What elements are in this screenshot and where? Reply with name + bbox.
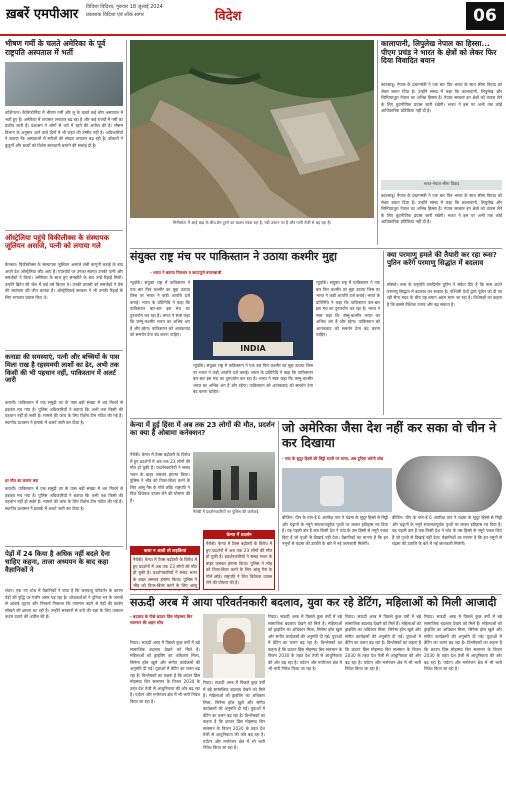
story2-headline: ऑस्ट्रेलिया पहुंचे विकीलीक्स के संस्थापक जूलियन असांजे, पत्नी को लगाया गले [5, 234, 110, 251]
story3-subhead: हर मौत का कारण क्या [5, 478, 39, 483]
story7-headline: केन्या में हुई हिंसा में अब तक 23 लोगों की मौत, प्रदर्शन का क्या है ओबामा कनेक्शन? [130, 421, 275, 438]
kenya-box-1-text: नैरोबी। केन्या में टैक्स बढ़ोतरी के विरोध में हुए प्रदर्शनों में अब तक 23 लोगों की मौत हो चुकी है। प्रदर्शनकारियों ने संसद भवन के बाहर जमकर हंगामा किया। पुलिस ने भीड़ को तितर-बितर करने के लिए आंसू [133, 557, 197, 588]
story5-body-more: काठमांडू। नेपाल के प्रधानमंत्री ने एक बार फिर भारत के साथ सीमा विवाद को लेकर बयान दिया है। उन्होंने संसद में कहा कि कालापानी, लिपुलेख और लिम्पियाधुरा नेपाल का अभिन्न हिस्सा हैं। नेपाल सरकार इन क्षेत्रों को वापस लेने के लिए कूटनीतिक प्रयास जारी रखेगी। भारत ने इस पर अभी तक कोई आधिकारिक प्रतिक्रिया नहीं दी है। [381, 193, 502, 224]
story3-body-more: कराची। पाकिस्तान में एक समुद्री तट के पास बड़ी संख्या में शव मिलने से हड़कंप मच गया है। पुलिस अधिकारियों ने बताया कि अभी तक किसी की पहचान नहीं हो सकी है। मामले की जांच के लिए विशेष टीम गठित की गई है। स्थानीय प्रशासन ने इलाके में अलर्ट जारी कर दिया है। [5, 486, 123, 511]
banner-body-col1: न्यूयॉर्क। संयुक्त राष्ट्र में पाकिस्तान ने एक बार फिर कश्मीर का मुद्दा उठाया जिस पर भारत ने कड़ी आपत्ति दर्ज कराई। भारत के प्रतिनिधि ने कहा कि पाकिस्तान बार-बार इस मंच का दुरुपयोग कर रहा है। भारत ने स्पष्ट कहा कि जम्मू-कश्मीर भारत का अभिन्न अंग है और रहेगा। पाकिस्तान को आतंकवाद को समर्थन देना बंद करना चाहिए। [130, 280, 190, 337]
story8-body-col2: बीजिंग। चीन के चांग-ई 6 अंतरिक्ष यान ने चंद्रमा के सुदूर हिस्से से मिट्टी और चट्टानों के नमूने सफलतापूर्वक पृथ्वी पर लाकर इतिहास रच दिया है। यह पहली बार है जब किसी देश ने चांद के उस हिस्से से नमूने एकत्र किए हैं जो पृथ्वी से दिखाई नहीं देता। वैज्ञानिकों का मानना है कि इन नमूनों से चंद्रमा की उत्पत्ति के बारे में नई जानकारी मिलेगी। [392, 515, 502, 546]
protester [249, 472, 257, 500]
column-rule [278, 421, 279, 591]
kenya-box-2-title: केन्या में प्रदर्शन [204, 531, 274, 539]
banner-body-col3: न्यूयॉर्क। संयुक्त राष्ट्र में पाकिस्तान ने एक बार फिर कश्मीर का मुद्दा उठाया जिस पर भारत ने कड़ी आपत्ति दर्ज कराई। भारत के प्रतिनिधि ने कहा कि पाकिस्तान बार-बार इस मंच का दुरुपयोग कर रहा है। भारत ने स्पष्ट कहा कि जम्मू-कश्मीर भारत का अभिन्न अंग है और रहेगा। पाकिस्तान को आतंकवाद को समर्थन देना बंद करना चाहिए। [316, 280, 380, 337]
kenya-protest-photo [193, 452, 275, 508]
story9-body-col2: रियाद। सऊदी अरब में पिछले कुछ वर्षों में बड़े सामाजिक बदलाव देखने को मिले हैं। महिलाओं को ड्राइविंग का अधिकार मिला, सिनेमा हॉल खुले और संगीत कार्यक्रमों की अनुमति दी गई। युवाओं में डेटिंग का चलन बढ़ रहा है। विश्लेषकों का कहना है कि क्राउन प्रिंस मोहम्मद बिन सलमान के विजन 2030 के तहत देश तेजी से आधुनिकता की ओर बढ़ रहा है। पर्यटन और मनोरंजन क्षेत्र में भी भारी निवेश किया जा रहा है। [203, 680, 265, 750]
kenya-box-1 [130, 546, 200, 590]
publisher-line: प्रकाशक विदिशा एवं लोक सागर [86, 12, 144, 18]
thobe [213, 654, 255, 678]
divider [5, 230, 123, 231]
newspaper-logo: ख़बरें एमपीआर [6, 7, 79, 22]
masthead [0, 0, 506, 36]
story8-headline: जो अमेरिका जैसा देश नहीं कर सका वो चीन ने कर दिखाया [282, 420, 497, 450]
dam-flood-image [130, 40, 374, 218]
speaker-head [238, 294, 264, 324]
story5-headline: कालापानी, लिपुलेख नेपाल का हिस्सा... पीएम प्रचंड ने भारत के क्षेत्रों को लेकर फिर दिया विवादित बयान [381, 39, 497, 66]
story9-body-col4: रियाद। सऊदी अरब में पिछले कुछ वर्षों में बड़े सामाजिक बदलाव देखने को मिले हैं। महिलाओं को ड्राइविंग का अधिकार मिला, सिनेमा हॉल खुले और संगीत कार्यक्रमों की अनुमति दी गई। युवाओं में डेटिंग का चलन बढ़ रहा है। विश्लेषकों का कहना है कि क्राउन प्रिंस मोहम्मद बिन सलमान के विजन 2030 के तहत देश तेजी से आधुनिकता की ओर बढ़ रहा है। पर्यटन और मनोरंजन क्षेत्र में भी भारी निवेश किया जा रहा है। [345, 614, 421, 671]
story9-body-col3: रियाद। सऊदी अरब में पिछले कुछ वर्षों में बड़े सामाजिक बदलाव देखने को मिले हैं। महिलाओं को ड्राइविंग का अधिकार मिला, सिनेमा हॉल खुले और संगीत कार्यक्रमों की अनुमति दी गई। युवाओं में डेटिंग का चलन बढ़ रहा है। विश्लेषकों का कहना है कि क्राउन प्रिंस मोहम्मद बिन सलमान के विजन 2030 के तहत देश तेजी से आधुनिकता की ओर बढ़ रहा है। पर्यटन और मनोरंजन क्षेत्र में भी भारी निवेश किया जा रहा है। [268, 614, 342, 671]
moon-sample-photo [282, 468, 392, 512]
protester [213, 470, 221, 500]
divider [130, 594, 502, 595]
story7-caption: नैरोबी में प्रदर्शनकारियों पर पुलिस की कार्रवाई [193, 509, 259, 514]
column-rule [126, 40, 127, 550]
kenya-box-2 [203, 530, 275, 590]
story8-body-col1: बीजिंग। चीन के चांग-ई 6 अंतरिक्ष यान ने चंद्रमा के सुदूर हिस्से से मिट्टी और चट्टानों के नमूने सफलतापूर्वक पृथ्वी पर लाकर इतिहास रच दिया है। यह पहली बार है जब किसी देश ने चांद के उस हिस्से से नमूने एकत्र किए हैं जो पृथ्वी से दिखाई नहीं देता। वैज्ञानिकों का मानना है कि इन नमूनों से चंद्रमा की उत्पत्ति के बारे में नई जानकारी मिलेगी। [282, 515, 388, 546]
story7-body: नैरोबी। केन्या में टैक्स बढ़ोतरी के विरोध में हुए प्रदर्शनों में अब तक 23 लोगों की मौत हो चुकी है। प्रदर्शनकारियों ने संसद भवन के बाहर जमकर हंगामा किया। पुलिस ने भीड़ को तितर-बितर करने के लिए आंसू गैस के गोले छोड़े। राष्ट्रपति ने वित्त विधेयक वापस लेने की घोषणा की है। [130, 452, 190, 503]
column-rule [383, 251, 384, 415]
banner-subhead: - भारत ने बताया निराधार व कपटपूर्ण बयानबाजी [150, 270, 222, 275]
column-rule [377, 40, 378, 245]
story1-photo [5, 62, 123, 106]
story1-body: वाशिंगटन। कैलिफोर्निया में भीषण गर्मी और लू के चलते कई लोग अस्पताल में भर्ती हुए हैं। अमेरिका में तापमान लगातार बढ़ रहा है और कई राज्यों में गर्मी का प्रकोप जारी है। प्रशासन ने लोगों से घरों में रहने की अपील की है। मौसम विभाग के अनुसार आने वाले दिनों में भी राहत की उम्मीद नहीं है। अधिकारियों ने बताया कि अस्पतालों में मरीजों की संख्या लगातार बढ़ रही है। डॉक्टरों ने बुजुर्गों और बच्चों को विशेष सावधानी बरतने की सलाह दी है। [5, 110, 123, 148]
banner-headline: संयुक्त राष्ट्र मंच पर पाकिस्तान ने उठाया कश्मीर मुद्दा [130, 250, 337, 263]
story4-headline: पेड़ों में 24 किया है अधिक नहीं बदले देना चाहिए कहना, ताजा अध्ययन के बाद कहा वैज्ञानिकों ने [5, 550, 110, 575]
dateline: विदिशा विदिशा, गुरुवार 18 जुलाई 2024 [86, 4, 163, 10]
india-podium-label: INDIA [213, 342, 293, 356]
un-speaker-photo [193, 280, 313, 360]
scientist [320, 476, 344, 506]
story3-body: कराची। पाकिस्तान में एक समुद्री तट के पास बड़ी संख्या में शव मिलने से हड़कंप मच गया है। पुलिस अधिकारियों ने बताया कि अभी तक किसी की पहचान नहीं हो सकी है। मामले की जांच के लिए विशेष टीम गठित की गई है। स्थानीय प्रशासन ने इलाके में अलर्ट जारी कर दिया है। [5, 400, 123, 425]
story5-body: काठमांडू। नेपाल के प्रधानमंत्री ने एक बार फिर भारत के साथ सीमा विवाद को लेकर बयान दिया है। उन्होंने संसद में कहा कि कालापानी, लिपुलेख और लिम्पियाधुरा नेपाल का अभिन्न हिस्सा हैं। नेपाल सरकार इन क्षेत्रों को वापस लेने के लिए कूटनीतिक प्रयास जारी रखेगी। भारत ने इस पर अभी तक कोई आधिकारिक प्रतिक्रिया नहीं दी है। [381, 82, 502, 113]
story9-body-col1: रियाद। सऊदी अरब में पिछले कुछ वर्षों में बड़े सामाजिक बदलाव देखने को मिले हैं। महिलाओं को ड्राइविंग का अधिकार मिला, सिनेमा हॉल खुले और संगीत कार्यक्रमों की अनुमति दी गई। युवाओं में डेटिंग का चलन बढ़ रहा है। विश्लेषकों का कहना है कि क्राउन प्रिंस मोहम्मद बिन सलमान के विजन 2030 के तहत देश तेजी से आधुनिकता की ओर बढ़ रहा है। पर्यटन और मनोरंजन क्षेत्र में भी भारी निवेश किया जा रहा है। [130, 640, 200, 704]
banner-body-col2: न्यूयॉर्क। संयुक्त राष्ट्र में पाकिस्तान ने एक बार फिर कश्मीर का मुद्दा उठाया जिस पर भारत ने कड़ी आपत्ति दर्ज कराई। भारत के प्रतिनिधि ने कहा कि पाकिस्तान बार-बार इस मंच का दुरुपयोग कर रहा है। भारत ने स्पष्ट कहा कि जम्मू-कश्मीर भारत का अभिन्न अंग है और रहेगा। पाकिस्तान को आतंकवाद को समर्थन देना बंद करना चाहिए। [193, 363, 313, 394]
lead-photo-caption: मिनीसोटा में आई बाढ़ के बीच डैम टूटने का खतरा मंडरा रहा है, नदी उफान पर है और पानी तेजी से बह रहा है। [172, 220, 332, 225]
crown-prince-photo [203, 614, 265, 678]
section-title: विदेश [215, 9, 242, 24]
story3-headline: कनाडा की समस्याएं, पत्नी और बच्चियों के पास मिला राख है रहस्यमयी लाशों का ढेर, अभी तक किसी की भी पहचान नहीं, पाकिस्तान में अलर्ट जारी [5, 353, 120, 385]
kenya-box-2-text: नैरोबी। केन्या में टैक्स बढ़ोतरी के विरोध में हुए प्रदर्शनों में अब तक 23 लोगों की मौत हो चुकी है। प्रदर्शनकारियों ने संसद भवन के बाहर जमकर हंगामा किया। पुलिस ने भीड़ को तितर-बितर करने के लिए आंसू गैस के गोले छोड़े। राष्ट्रपति ने वित्त विधेयक वापस लेने की घोषणा की है। [206, 541, 272, 585]
story6-body: मॉस्को। रूस के राष्ट्रपति व्लादिमीर पुतिन ने संकेत दिए हैं कि रूस अपने परमाणु सिद्धांत में बदलाव कर सकता है। पश्चिमी देशों द्वारा यूक्रेन को दी जा रही सैन्य मदद के बीच यह बयान अहम माना जा रहा है। विशेषज्ञों का कहना है कि इससे वैश्विक तनाव और बढ़ सकता है। [387, 282, 502, 307]
face [223, 628, 245, 654]
story9-body-col5: रियाद। सऊदी अरब में पिछले कुछ वर्षों में बड़े सामाजिक बदलाव देखने को मिले हैं। महिलाओं को ड्राइविंग का अधिकार मिला, सिनेमा हॉल खुले और संगीत कार्यक्रमों की अनुमति दी गई। युवाओं में डेटिंग का चलन बढ़ रहा है। विश्लेषकों का कहना है कि क्राउन प्रिंस मोहम्मद बिन सलमान के विजन 2030 के तहत देश तेजी से आधुनिकता की ओर बढ़ रहा है। पर्यटन और मनोरंजन क्षेत्र में भी भारी निवेश किया जा रहा है। [424, 614, 502, 671]
lead-photo [130, 40, 374, 218]
story1-headline: भीषण गर्मी के चलते अमेरिका के पूर्व राष्ट्रपति अस्पताल में भर्ती [5, 39, 106, 57]
story9-subhead: - बदलाव के पीछे क्राउन प्रिंस मोहम्मद बिन सलमान की अहम सोच [130, 614, 193, 625]
story2-body: कैनबरा। विकीलीक्स के संस्थापक जूलियन असांजे लंबी कानूनी लड़ाई के बाद अपने देश ऑस्ट्रेलिया लौट आए हैं। एयरपोर्ट पर उनका स्वागत उनकी पत्नी और समर्थकों ने किया। अमेरिका के साथ हुए समझौते के बाद उन्हें रिहाई मिली। उन्होंने ब्रिटेन की जेल में कई वर्ष बिताए थे। उनकी वापसी को समर्थकों ने प्रेस की स्वतंत्रता की जीत बताया है। ऑस्ट्रेलियाई सरकार ने भी उनकी रिहाई के लिए लगातार प्रयास किए थे। [5, 262, 123, 300]
story5-caption: भारत-नेपाल सीमा विवाद [423, 181, 460, 186]
story9-headline: सऊदी अरब में आया परिवर्तनकारी बदलाव, युवा कर रहे डेटिंग, महिलाओं को मिली आजादी [130, 596, 497, 609]
page-number: 06 [466, 2, 504, 30]
divider [5, 546, 123, 547]
story6-headline: क्या परमाणु हमले की तैयारी कर रहा रूस? पुतिन करेंगे परमाणु सिद्धांत में बदलाव [387, 251, 497, 268]
story4-body: लंदन। एक नए शोध में वैज्ञानिकों ने पाया है कि जलवायु परिवर्तन के कारण पेड़ों की वृद्धि पर गंभीर असर पड़ रहा है। शोधकर्ताओं ने दुनिया भर के जंगलों से आंकड़े जुटाए और निष्कर्ष निकाला कि तापमान बढ़ने से पेड़ों की कार्बन सोखने की क्षमता घट रही है। उन्होंने सरकारों से वनों की रक्षा के लिए तत्काल कदम उठाने की अपील की है। [5, 588, 123, 619]
divider [130, 248, 502, 249]
story8-subhead: - चांद के सुदूर हिस्से की मिट्टी धरती पर लाया, अब दुनिया करेगी शोध [282, 456, 384, 461]
divider [130, 418, 502, 419]
protester [231, 466, 239, 500]
kenya-box-1-title: बाधा न आती तो लड़कियां [131, 547, 199, 555]
lunar-capsule-photo [396, 456, 502, 512]
divider [5, 350, 123, 351]
